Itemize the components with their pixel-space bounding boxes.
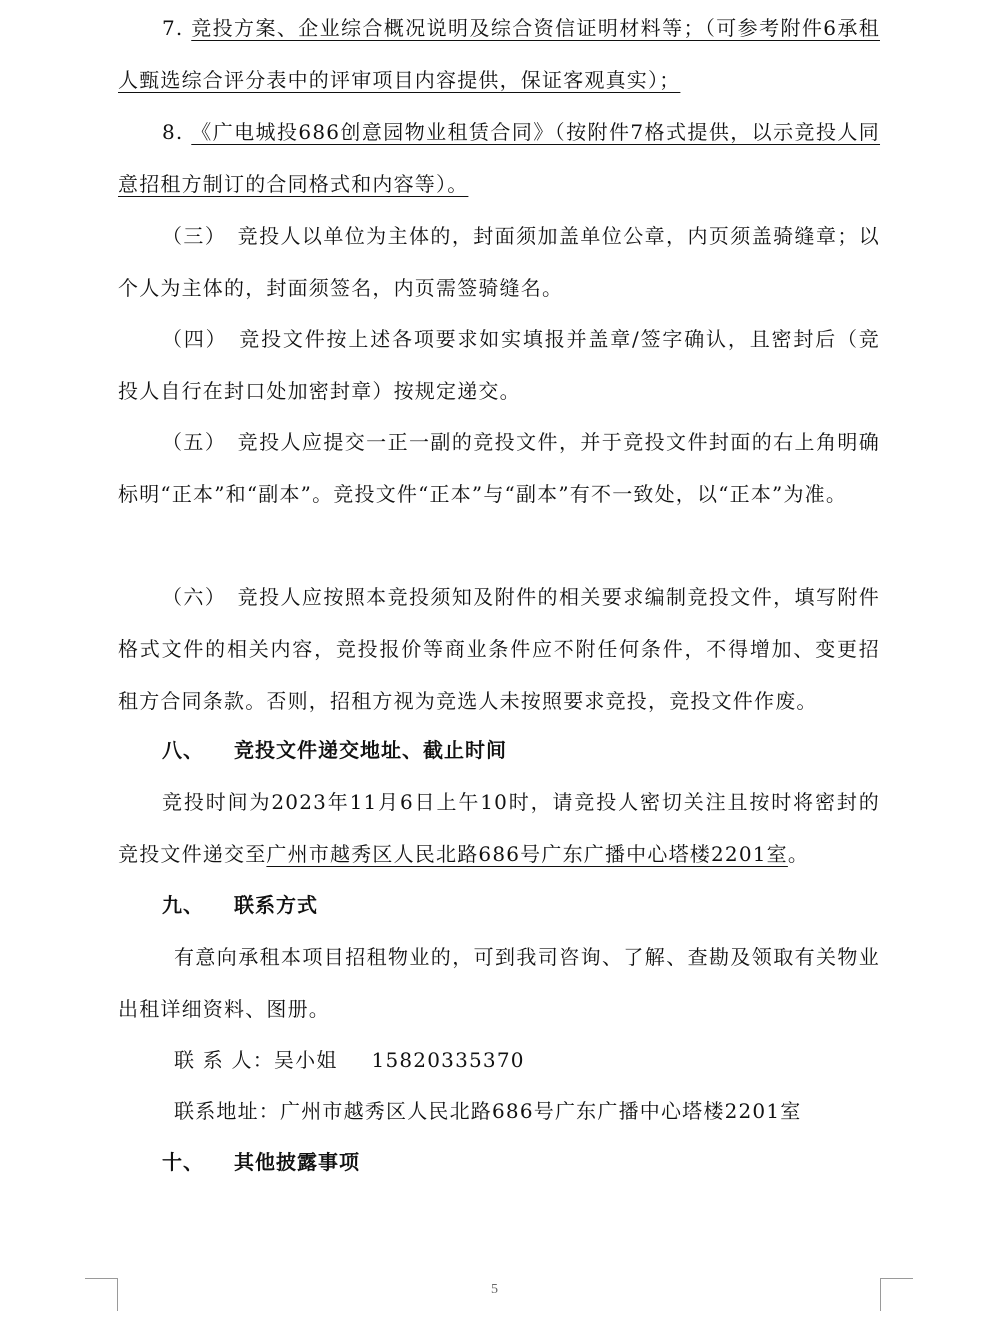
paragraph-3: （三） 竞投人以单位为主体的，封面须加盖单位公章，内页须盖骑缝章；以个人为主体的，封面须签名，内页需签骑缝名。 — [118, 224, 880, 300]
section-number: 九、 — [162, 893, 204, 917]
item-number: 7. — [162, 16, 184, 40]
submission-text: 竞投时间为2023年11月6日上午10时，请竞投人密切关注且按时将密封的竞投文件递交至 — [118, 790, 880, 866]
list-item-8 — [118, 106, 880, 210]
contact-phone: 15820335370 — [371, 1048, 525, 1072]
section-title: 竞投文件递交地址、截止时间 — [234, 738, 507, 762]
submission-address: 广州市越秀区人民北路686号广东广播中心塔楼2201室 — [266, 842, 788, 866]
paragraph-4: （四） 竞投文件按上述各项要求如实填报并盖章/签字确认，且密封后（竞投人自行在封口处加密封章）按规定递交。 — [118, 327, 880, 403]
contact-label: 联 系 人： — [174, 1048, 274, 1072]
item-number: 8. — [162, 120, 184, 144]
section-number: 十、 — [162, 1150, 204, 1174]
address-label: 联系地址： — [174, 1099, 280, 1123]
section-heading-8 — [162, 724, 507, 776]
list-item-7 — [118, 2, 880, 106]
submission-paragraph: 竞投时间为2023年11月6日上午10时，请竞投人密切关注且按时将密封的竞投文件递交至广州市越秀区人民北路686号广东广播中心塔楼2201室。 — [118, 790, 880, 866]
page-number: 5 — [491, 1282, 498, 1297]
section-title: 其他披露事项 — [234, 1150, 360, 1174]
section-number: 八、 — [162, 738, 204, 762]
address-value: 广州市越秀区人民北路686号广东广播中心塔楼2201室 — [280, 1099, 802, 1123]
paragraph-6: （六） 竞投人应按照本竞投须知及附件的相关要求编制竞投文件，填写附件格式文件的相关内容，竞投报价等商业条件应不附任何条件，不得增加、变更招租方合同条款。否则，招租方视为竞选人未按照要求竞投，竞投文件作废。 — [118, 585, 880, 713]
contact-address-row — [174, 1085, 801, 1137]
section-heading-10 — [162, 1136, 360, 1188]
section-heading-9 — [162, 879, 318, 931]
paragraph-5: （五） 竞投人应提交一正一副的竞投文件，并于竞投文件封面的右上角明确标明“正本”和“副本”。竞投文件“正本”与“副本”有不一致处，以“正本”为准。 — [118, 430, 880, 506]
item-text: 竞投方案、企业综合概况说明及综合资信证明材料等；（可参考附件6承租人甄选综合评分表中的评审项目内容提供，保证客观真实）； — [118, 16, 880, 92]
contact-name: 吴小姐 — [273, 1048, 338, 1072]
item-text: 《广电城投686创意园物业租赁合同》（按附件7格式提供，以示竞投人同意招租方制订的合同格式和内容等）。 — [118, 120, 881, 196]
contact-person-row — [174, 1034, 525, 1086]
section-title: 联系方式 — [234, 893, 318, 917]
contact-intro-paragraph: 有意向承租本项目招租物业的，可到我司咨询、了解、查勘及领取有关物业出租详细资料、图册。 — [118, 945, 880, 1021]
